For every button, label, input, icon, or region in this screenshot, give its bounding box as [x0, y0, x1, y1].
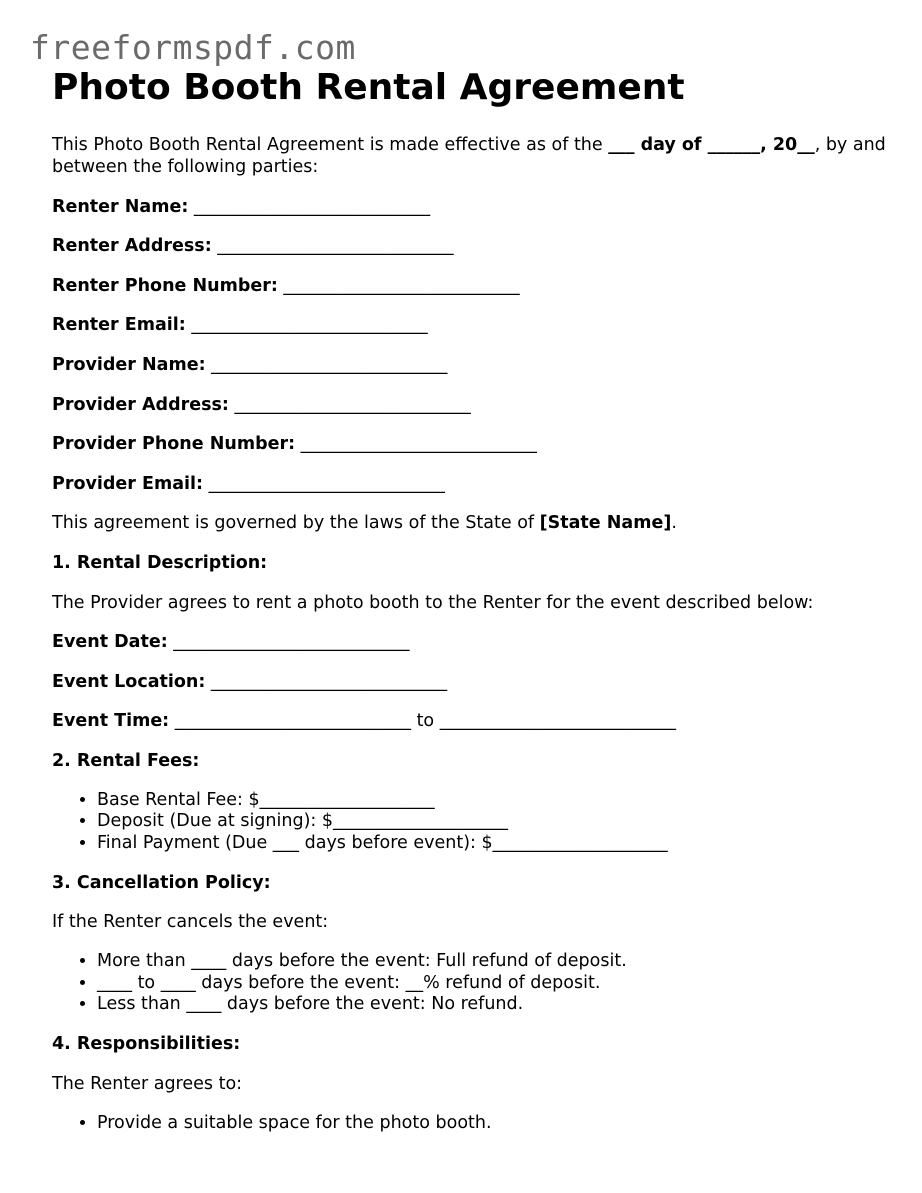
governing-law-paragraph — [52, 512, 892, 534]
field-blank: ___________________________ — [277, 275, 520, 296]
governing-text-end: . — [671, 513, 677, 534]
field-blank: ___________________________ — [228, 394, 471, 415]
responsibilities-text: The Renter agrees to: — [52, 1074, 243, 1095]
field-blank: ___________________________ — [167, 632, 410, 653]
intro-text-end: , by and between the following parties: — [52, 135, 886, 177]
field-label: Renter Name: — [52, 196, 189, 217]
effective-date-blank: ___ day of ______, 20__ — [608, 135, 815, 155]
section-heading-rental-fees: 2. Rental Fees: — [52, 750, 200, 771]
renter-email-field — [52, 314, 892, 336]
field-label: Renter Address: — [52, 236, 212, 257]
field-blank: ___________________________ — [185, 315, 428, 336]
list-item: • ____ to ____ days before the event: __% refund of deposit. — [97, 973, 892, 995]
rental-fees-list — [52, 790, 892, 855]
field-label: Event Time: — [52, 711, 170, 732]
intro-text-start: This Photo Booth Rental Agreement is made effective as of the — [52, 135, 609, 155]
provider-name-field — [52, 354, 892, 376]
field-blank: ___________________________ — [211, 236, 454, 257]
section-heading-cancellation-policy: 3. Cancellation Policy: — [52, 872, 271, 893]
field-label: Provider Address: — [52, 394, 229, 415]
field-blank: ___________________________ — [188, 196, 431, 217]
rental-description-text: The Provider agrees to rent a photo booth to the Renter for the event described below: — [52, 592, 814, 613]
section-heading-rental-description: 1. Rental Description: — [52, 552, 268, 573]
field-label: Provider Phone Number: — [52, 434, 296, 455]
page-title: Photo Booth Rental Agreement — [52, 67, 685, 108]
list-item: • Final Payment (Due ___ days before event): $____________________ — [97, 833, 892, 855]
event-date-field — [52, 631, 892, 653]
list-item: • Provide a suitable space for the photo booth. — [97, 1113, 892, 1135]
field-blank: ___________________________ — [205, 671, 448, 692]
list-item: • Base Rental Fee: $____________________ — [97, 790, 892, 812]
field-label: Event Date: — [52, 632, 168, 653]
provider-email-field — [52, 473, 892, 495]
field-label: Provider Name: — [52, 354, 206, 375]
event-time-field — [52, 710, 892, 732]
list-item: • More than ____ days before the event: Full refund of deposit. — [97, 951, 892, 973]
responsibilities-list — [52, 1113, 892, 1135]
field-blank: ___________________________ — [203, 473, 445, 494]
field-label: Renter Email: — [52, 315, 186, 336]
cancellation-list — [52, 951, 892, 1016]
cancellation-text: If the Renter cancels the event: — [52, 912, 329, 933]
section-heading-responsibilities: 4. Responsibilities: — [52, 1034, 241, 1055]
renter-name-field — [52, 196, 892, 218]
document-body — [52, 66, 892, 1134]
provider-phone-field — [52, 433, 892, 455]
event-location-field — [52, 671, 892, 693]
field-label: Provider Email: — [52, 473, 203, 494]
intro-paragraph — [52, 134, 892, 178]
governing-text-start: This agreement is governed by the laws of the State of — [52, 513, 540, 534]
field-blank: ___________________________ — [205, 354, 448, 375]
site-watermark: freeformspdf.com — [30, 28, 356, 67]
field-label: Event Location: — [52, 671, 206, 692]
field-blank: ___________________________ to ___________________________ — [169, 711, 676, 732]
state-name-placeholder: [State Name] — [539, 513, 672, 534]
renter-phone-field — [52, 275, 892, 297]
field-label: Renter Phone Number: — [52, 275, 278, 296]
list-item: • Deposit (Due at signing): $____________________ — [97, 811, 892, 833]
field-blank: ___________________________ — [295, 434, 537, 455]
list-item: • Less than ____ days before the event: No refund. — [97, 994, 892, 1016]
renter-address-field — [52, 235, 892, 257]
provider-address-field — [52, 394, 892, 416]
